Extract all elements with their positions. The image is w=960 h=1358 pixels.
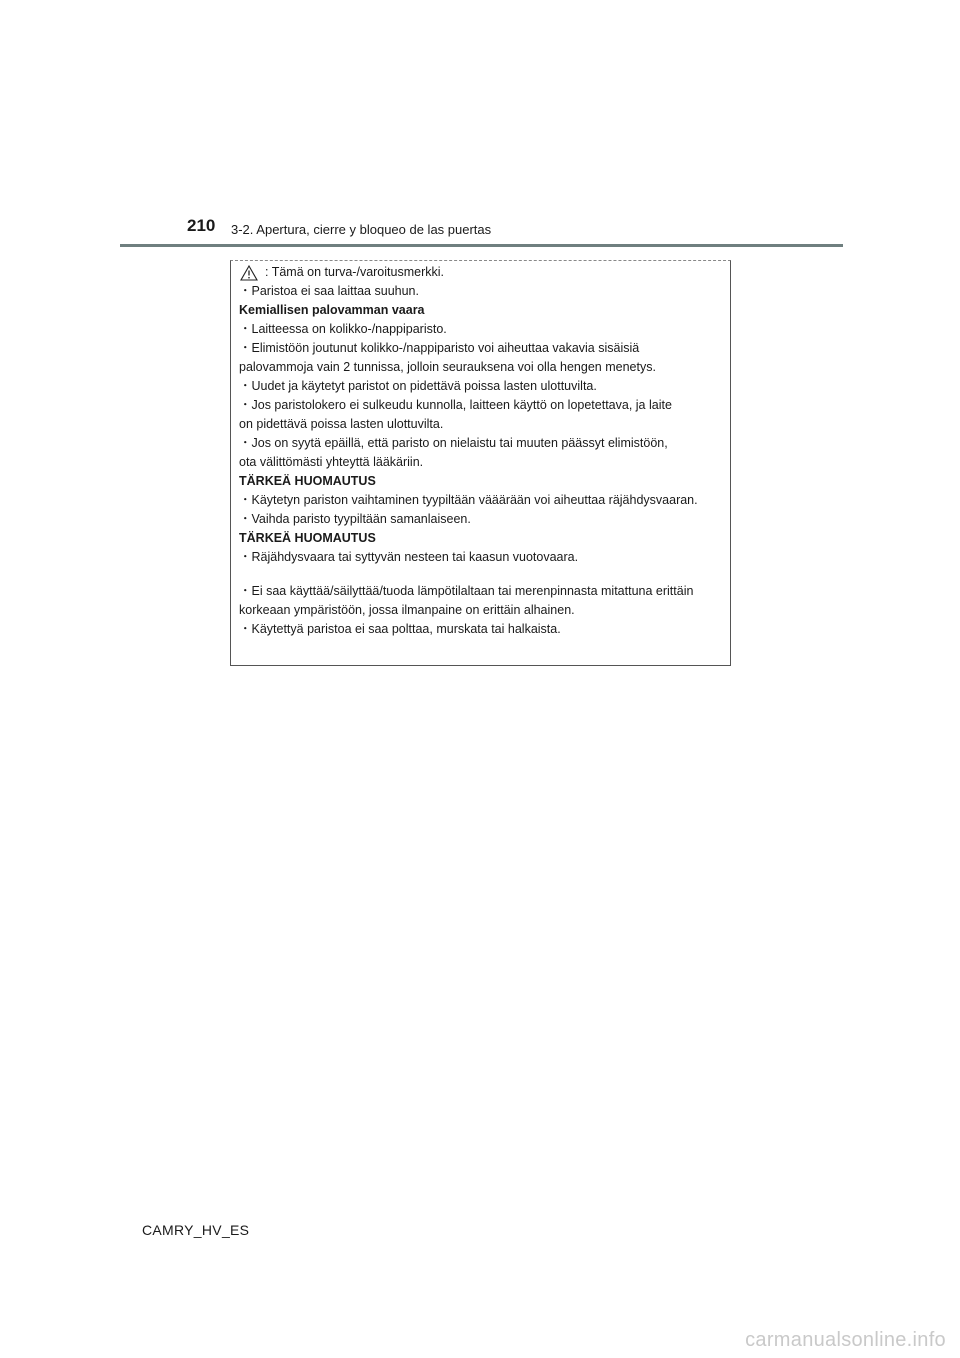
warning-line: ・Laitteessa on kolikko-/nappiparisto. (239, 322, 447, 336)
warning-line: ・Räjähdysvaara tai syttyvän nesteen tai kaasun vuotovaara. (239, 550, 579, 564)
warning-line: ota välittömästi yhteyttä lääkäriin. (239, 455, 424, 469)
warning-line: ・Vaihda paristo tyypiltään samanlaiseen. (239, 512, 471, 526)
page-number: 210 (187, 216, 216, 235)
warning-line: ・Jos on syytä epäillä, että paristo on nielaistu tai muuten päässyt elimistöön, (239, 436, 668, 450)
warning-symbol-row (239, 263, 722, 282)
warning-heading: TÄRKEÄ HUOMAUTUS (239, 531, 376, 545)
warning-line: ・Ei saa käyttää/säilyttää/tuoda lämpötilaltaan tai merenpinnasta mitattuna erittäin (239, 584, 694, 598)
line-spacer (239, 567, 722, 582)
warning-line: ・Jos paristolokero ei sulkeudu kunnolla, laitteen käyttö on lopetettava, ja laite (239, 398, 672, 412)
warning-line: palovammoja vain 2 tunnissa, jolloin seurauksena voi olla hengen menetys. (239, 360, 656, 374)
warning-line: ・Käytettyä paristoa ei saa polttaa, murskata tai halkaista. (239, 622, 561, 636)
warning-box (230, 260, 731, 666)
warning-symbol-text: : Tämä on turva-/varoitusmerkki. (265, 265, 444, 279)
model-code: CAMRY_HV_ES (142, 1222, 250, 1238)
warning-line: korkeaan ympäristöön, jossa ilmanpaine on erittäin alhainen. (239, 603, 575, 617)
warning-line: ・Käytetyn pariston vaihtaminen tyypiltään vääärään voi aiheuttaa räjähdysvaaran. (239, 493, 698, 507)
warning-lines (239, 282, 722, 639)
watermark: carmanualsonline.info (745, 1329, 946, 1351)
header-rule (120, 244, 843, 247)
warning-line: ・Elimistöön joutunut kolikko-/nappiparisto voi aiheuttaa vakavia sisäisiä (239, 341, 640, 355)
section-title: 3-2. Apertura, cierre y bloqueo de las puertas (231, 222, 492, 237)
warning-line: ・Paristoa ei saa laittaa suuhun. (239, 284, 419, 298)
warning-line: on pidettävä poissa lasten ulottuvilta. (239, 417, 444, 431)
warning-heading: Kemiallisen palovamman vaara (239, 303, 425, 317)
warning-line: ・Uudet ja käytetyt paristot on pidettävä poissa lasten ulottuvilta. (239, 379, 597, 393)
warning-triangle-icon (240, 265, 258, 281)
warning-heading: TÄRKEÄ HUOMAUTUS (239, 474, 376, 488)
